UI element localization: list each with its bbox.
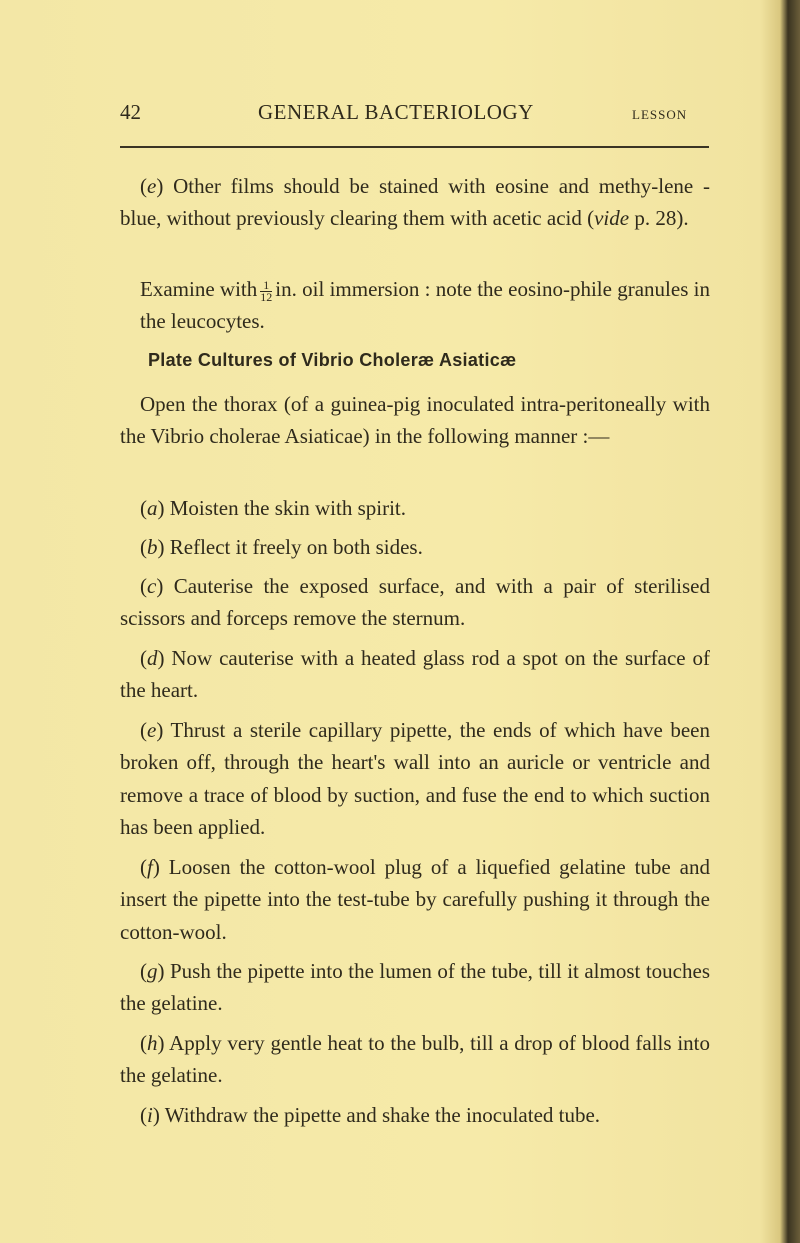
step-text: Thrust a sterile capillary pipette, the ends of which have been broken off, through the heart's wall into an auricle or ventricle and remove a trace of blood by suction, and fuse the end to which suction has been applied. xyxy=(120,718,711,840)
step-text: Cauterise the exposed surface, and with a pair of sterilised scissors and forceps remove the sternum. xyxy=(120,574,710,631)
step-text: Loosen the cotton-wool plug of a liquefied gelatine tube and insert the pipette into the test-tube by carefully pushing it through the cotton-wool. xyxy=(120,855,711,944)
step-label: f xyxy=(147,855,153,879)
step-text: Apply very gentle heat to the bulb, till a drop of blood falls into the gelatine. xyxy=(120,1031,710,1088)
section-heading: Plate Cultures of Vibrio Choleræ Asiaticæ xyxy=(148,350,517,370)
step-h: (h) Apply very gentle heat to the bulb, till a drop of blood falls into the gelatine. xyxy=(120,1031,710,1088)
running-title: GENERAL BACTERIOLOGY xyxy=(258,100,534,124)
step-text: Push the pipette into the lumen of the tube, till it almost touches the gelatine. xyxy=(120,959,710,1016)
paragraph-examine xyxy=(120,273,710,338)
step-label: e xyxy=(147,174,157,198)
step-text: Reflect it freely on both sides. xyxy=(169,535,423,559)
paragraph-intro: Open the thorax (of a guinea-pig inoculated intra-peritoneally with the Vibrio cholerae Asiaticae) in the following manner :— xyxy=(120,392,710,449)
step-c: (c) Cauterise the exposed surface, and with a pair of sterilised scissors and forceps remove the sternum. xyxy=(120,574,710,631)
step-a: (a) Moisten the skin with spirit. xyxy=(140,496,406,520)
step-text: Now cauterise with a heated glass rod a spot on the surface of the heart. xyxy=(120,646,710,703)
fraction xyxy=(260,277,273,304)
page-number: 42 xyxy=(120,100,141,124)
step-label: d xyxy=(147,646,158,670)
step-f: (f) Loosen the cotton-wool plug of a liquefied gelatine tube and insert the pipette into the test-tube by carefully pushing it through the cotton-wool. xyxy=(120,855,711,944)
text: Other films should be stained with eosine and methy-lene - blue, without previously clearing them with acetic acid ( xyxy=(120,174,710,231)
fraction-denominator: 12 xyxy=(260,289,273,304)
step-text: Withdraw the pipette and shake the inoculated tube. xyxy=(164,1103,601,1127)
italic-text: vide xyxy=(594,206,630,231)
step-i: (i) Withdraw the pipette and shake the inoculated tube. xyxy=(140,1103,601,1127)
paragraph-e-stain: (e) Other films should be stained with eosine and methy-lene - blue, without previously clearing them with acetic acid (vide p. 28). xyxy=(120,174,710,231)
step-label: a xyxy=(147,496,158,520)
step-label: h xyxy=(147,1031,158,1055)
step-label: c xyxy=(147,574,157,598)
section-label: LESSON xyxy=(632,107,688,122)
step-label: b xyxy=(147,535,158,559)
text: in. oil immersion : note the eosino-phile granules in the leucocytes. xyxy=(140,277,710,334)
step-label: e xyxy=(147,718,157,742)
step-e: (e) Thrust a sterile capillary pipette, the ends of which have been broken off, through the heart's wall into an auricle or ventricle and remove a trace of blood by suction, and fuse the end to which suction has been applied. xyxy=(120,718,711,840)
fraction-numerator: 1 xyxy=(260,280,272,292)
text: p. 28). xyxy=(629,206,689,231)
step-d: (d) Now cauterise with a heated glass rod a spot on the surface of the heart. xyxy=(120,646,710,703)
step-text: Moisten the skin with spirit. xyxy=(169,496,406,520)
step-b: (b) Reflect it freely on both sides. xyxy=(140,535,423,559)
step-label: i xyxy=(147,1103,153,1127)
header-rule xyxy=(120,146,709,148)
step-g: (g) Push the pipette into the lumen of the tube, till it almost touches the gelatine. xyxy=(120,959,710,1016)
step-label: g xyxy=(147,959,158,983)
text: Examine with xyxy=(140,277,258,301)
